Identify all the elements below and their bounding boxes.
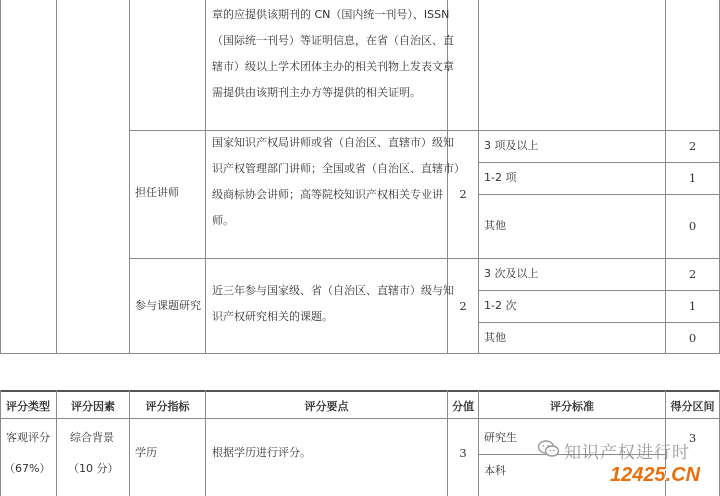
criteria-label: 3 项及以上 <box>484 139 539 152</box>
watermark-text: 知识产权进行时 <box>564 443 690 463</box>
criteria-label: 1-2 项 <box>484 171 517 184</box>
header-points: 评分要点 <box>304 400 349 413</box>
header-divider <box>0 418 720 419</box>
criteria-label: 其他 <box>484 331 506 344</box>
score-education: 3 <box>459 446 467 460</box>
header-score: 分值 <box>452 400 474 413</box>
header-indicator: 评分指标 <box>145 400 190 413</box>
table-border <box>205 0 206 354</box>
factor-points: （10 分） <box>68 462 119 475</box>
row-divider <box>478 162 720 163</box>
header-factor: 评分因素 <box>71 400 115 413</box>
criteria-points: 1 <box>688 299 697 313</box>
criteria-label: 其他 <box>484 219 506 232</box>
criteria-label: 3 次及以上 <box>484 267 539 280</box>
row-divider <box>478 290 720 291</box>
criteria-points: 0 <box>688 331 697 345</box>
row-divider <box>478 322 720 323</box>
header-range: 得分区间 <box>670 400 715 413</box>
indicator-education: 学历 <box>135 446 157 459</box>
table-border <box>0 0 1 354</box>
type-percentage: （67%） <box>4 462 51 475</box>
criteria-label: 本科 <box>484 464 506 477</box>
indicator-research: 参与课题研究 <box>135 299 201 312</box>
score-lecturer: 2 <box>459 187 467 201</box>
continued-description: 章的应提供该期刊的 CN（国内统一刊号）、ISSN（国际统一刊号）等证明信息，在省（自治区、直辖市）级以上学术团体主办的相关刊物上发表文章需提供由该期刊主办方等提供的相关证明。 <box>212 8 454 99</box>
type-value: 客观评分 <box>6 431 50 444</box>
wechat-icon <box>538 440 560 458</box>
factor-value: 综合背景 <box>70 431 114 444</box>
criteria-points: 3 <box>688 431 697 445</box>
table-border <box>56 0 57 354</box>
header-criteria: 评分标准 <box>550 400 594 413</box>
table-border <box>129 0 130 354</box>
criteria-points: 2 <box>688 139 697 153</box>
row-divider <box>478 194 720 195</box>
criteria-label: 1-2 次 <box>484 299 517 312</box>
point-education: 根据学历进行评分。 <box>212 446 311 459</box>
criteria-label: 研究生 <box>484 431 517 444</box>
indicator-lecturer: 担任讲师 <box>135 186 179 199</box>
watermark <box>532 436 720 496</box>
table-bottom-border <box>0 353 720 354</box>
description-research: 近三年参与国家级、省（自治区、直辖市）级与知识产权研究相关的课题。 <box>212 284 454 323</box>
criteria-points: 2 <box>688 267 697 281</box>
criteria-points: 1 <box>688 171 697 185</box>
table-top-border <box>0 390 720 392</box>
watermark-site: 12425.CN <box>610 464 701 486</box>
table-border <box>478 0 479 354</box>
header-type: 评分类型 <box>6 400 50 413</box>
criteria-points: 0 <box>688 219 697 233</box>
row-divider <box>129 258 720 259</box>
description-lecturer: 国家知识产权局讲师或省（自治区、直辖市）级知识产权管理部门讲师；全国或省（自治区、直辖市）级商标协会讲师；高等院校知识产权相关专业讲师。 <box>212 136 460 227</box>
score-research: 2 <box>459 299 467 313</box>
